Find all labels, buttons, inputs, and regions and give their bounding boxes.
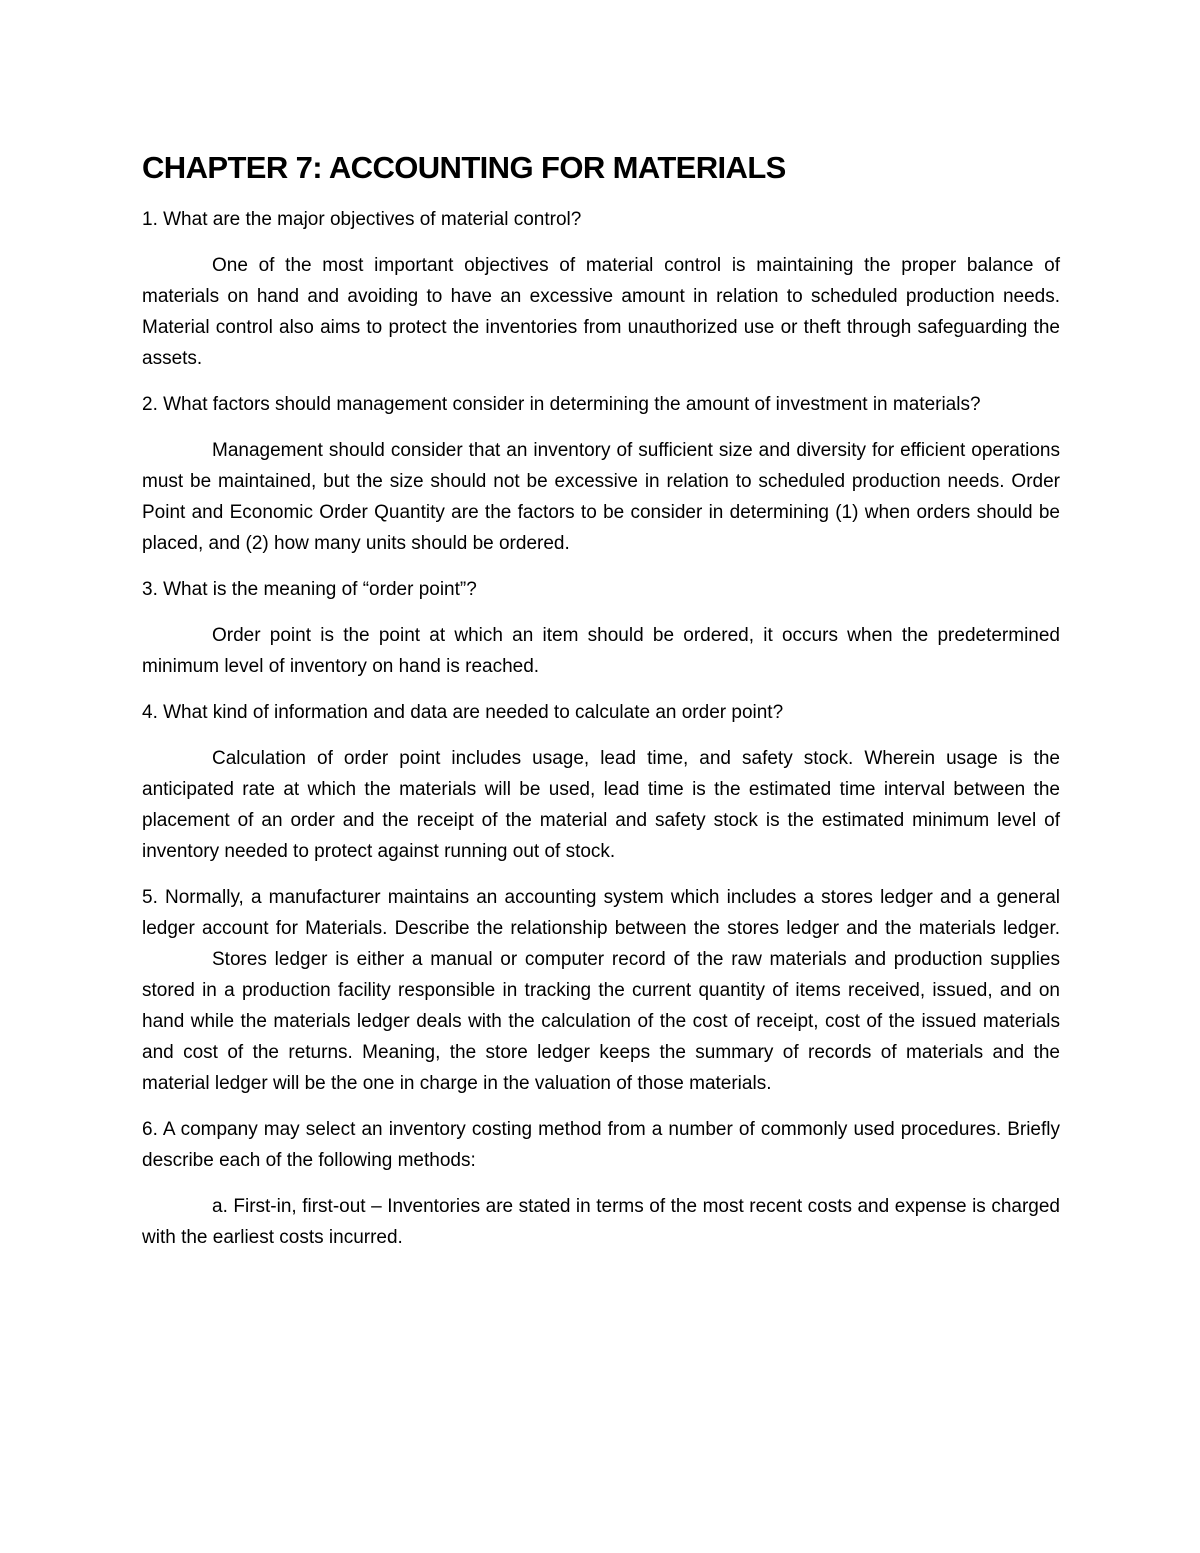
answer-6a: a. First-in, first-out – Inventories are stated in terms of the most recent costs and expense is charged with the earliest costs incurred. xyxy=(142,1196,1060,1248)
answer-3: Order point is the point at which an item should be ordered, it occurs when the predetermined minimum level of inventory on hand is reached. xyxy=(142,625,1060,677)
question-6: 6. A company may select an inventory costing method from a number of commonly used procedures. Briefly describe each of the following methods: xyxy=(142,1119,1060,1171)
answer-2: Management should consider that an inventory of sufficient size and diversity for efficient operations must be maintained, but the size should not be excessive in relation to scheduled production needs. Order Point and Economic Order Quantity are the factors to be consider in determining (1) when orders should be placed, and (2) how many units should be ordered. xyxy=(142,440,1060,554)
question-1: 1. What are the major objectives of material control? xyxy=(142,209,582,230)
question-5: 5. Normally, a manufacturer maintains an accounting system which includes a stores ledger and a general ledger account for Materials. Describe the relationship between the stores ledger and the materials ledger. xyxy=(142,887,1060,939)
chapter-title: CHAPTER 7: ACCOUNTING FOR MATERIALS xyxy=(142,150,786,185)
document-page xyxy=(142,148,1060,1268)
answer-5: Stores ledger is either a manual or computer record of the raw materials and production supplies stored in a production facility responsible in tracking the current quantity of items received, issued, and on hand while the materials ledger deals with the calculation of the cost of receipt, cost of the issued materials and cost of the returns. Meaning, the store ledger keeps the summary of records of materials and the material ledger will be the one in charge in the valuation of those materials. xyxy=(142,949,1060,1094)
question-2: 2. What factors should management consider in determining the amount of investment in materials? xyxy=(142,394,981,415)
question-3: 3. What is the meaning of “order point”? xyxy=(142,579,477,600)
answer-4: Calculation of order point includes usage, lead time, and safety stock. Wherein usage is the anticipated rate at which the materials will be used, lead time is the estimated time interval between the placement of an order and the receipt of the material and safety stock is the estimated minimum level of inventory needed to protect against running out of stock. xyxy=(142,748,1060,862)
answer-1: One of the most important objectives of material control is maintaining the proper balance of materials on hand and avoiding to have an excessive amount in relation to scheduled production needs. Material control also aims to protect the inventories from unauthorized use or theft through safeguarding the assets. xyxy=(142,255,1060,369)
question-4: 4. What kind of information and data are needed to calculate an order point? xyxy=(142,702,784,723)
